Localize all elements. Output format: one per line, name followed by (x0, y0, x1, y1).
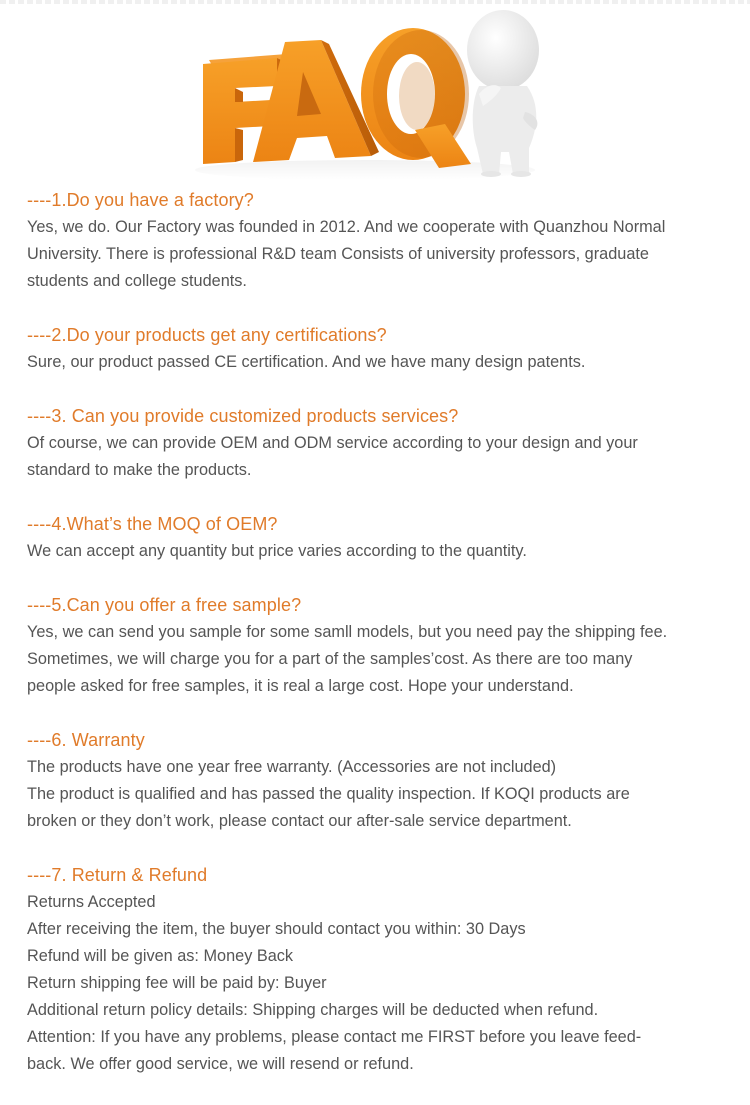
faq-answer (27, 754, 737, 835)
faq-list (27, 187, 737, 1105)
answer-line: After receiving the item, the buyer should contact you within: 30 Days (27, 920, 526, 938)
answer-line: University. There is professional R&D team Consists of university professors, graduate (27, 245, 649, 263)
answer-line: Attention: If you have any problems, please contact me FIRST before you leave feed- (27, 1028, 642, 1046)
answer-line: people asked for free samples, it is real a large cost. Hope your understand. (27, 677, 574, 695)
faq-question: ----1.Do you have a factory? (27, 190, 254, 210)
answer-line: Returns Accepted (27, 893, 156, 911)
answer-line: standard to make the products. (27, 461, 252, 479)
faq-item-moq (27, 511, 737, 565)
faq-answer (27, 349, 737, 376)
faq-answer (27, 214, 737, 295)
answer-line: The product is qualified and has passed the quality inspection. If KOQI products are (27, 785, 630, 803)
faq-item-factory (27, 187, 737, 295)
answer-line: Sure, our product passed CE certification. And we have many design patents. (27, 353, 586, 371)
faq-banner-image (195, 2, 555, 182)
faq-item-certifications (27, 322, 737, 376)
faq-question: ----6. Warranty (27, 730, 145, 750)
faq-answer (27, 889, 737, 1078)
faq-question: ----5.Can you offer a free sample? (27, 595, 302, 615)
answer-line: The products have one year free warranty. (Accessories are not included) (27, 758, 557, 776)
faq-3d-letters-icon (195, 2, 555, 182)
answer-line: broken or they don’t work, please contact our after-sale service department. (27, 812, 572, 830)
answer-line: students and college students. (27, 272, 247, 290)
answer-line: Of course, we can provide OEM and ODM service according to your design and your (27, 434, 638, 452)
answer-line: We can accept any quantity but price varies according to the quantity. (27, 542, 527, 560)
faq-item-warranty (27, 727, 737, 835)
answer-line: Yes, we can send you sample for some samll models, but you need pay the shipping fee. (27, 623, 668, 641)
answer-line: back. We offer good service, we will resend or refund. (27, 1055, 414, 1073)
faq-answer (27, 430, 737, 484)
answer-line: Refund will be given as: Money Back (27, 947, 294, 965)
answer-line: Return shipping fee will be paid by: Buyer (27, 974, 327, 992)
faq-question: ----7. Return & Refund (27, 865, 208, 885)
faq-answer (27, 538, 737, 565)
faq-item-free-sample (27, 592, 737, 700)
faq-item-customized-services (27, 403, 737, 484)
faq-question: ----4.What’s the MOQ of OEM? (27, 514, 278, 534)
answer-line: Sometimes, we will charge you for a part of the samples’cost. As there are too many (27, 650, 633, 668)
faq-question: ----2.Do your products get any certifications? (27, 325, 387, 345)
faq-answer (27, 619, 737, 700)
answer-line: Additional return policy details: Shipping charges will be deducted when refund. (27, 1001, 599, 1019)
faq-item-return-refund (27, 862, 737, 1078)
faq-question: ----3. Can you provide customized products services? (27, 406, 459, 426)
answer-line: Yes, we do. Our Factory was founded in 2012. And we cooperate with Quanzhou Normal (27, 218, 666, 236)
